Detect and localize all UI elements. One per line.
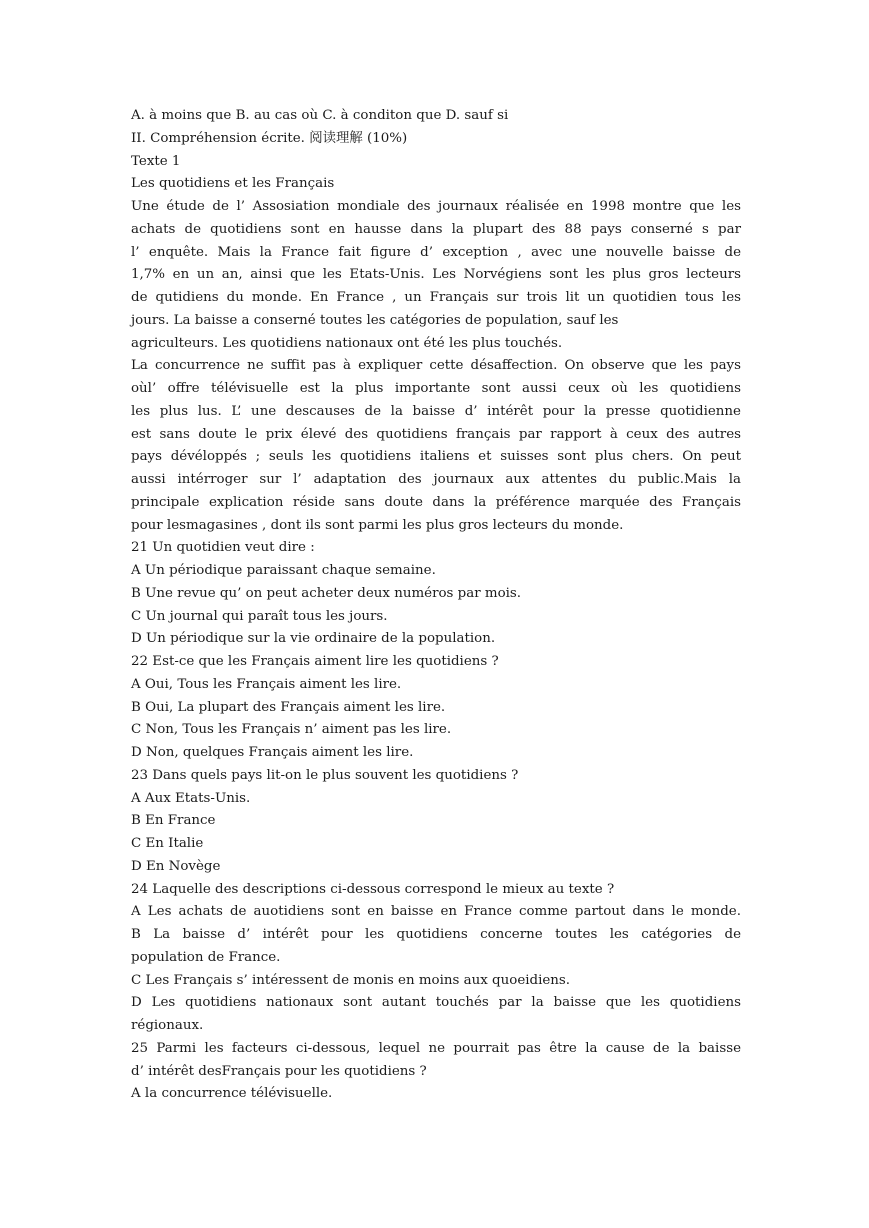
answer-option-continued: régionaux. <box>131 1018 204 1033</box>
answer-option: A Aux Etats-Unis. <box>131 790 251 806</box>
answer-option: B La baisse d’ intérêt pour les quotidiens concerne toutes les catégories de <box>131 927 741 942</box>
paragraph-line: oùl’ offre télévisuelle est la plus importante sont aussi ceux où les quotidiens <box>131 381 741 396</box>
answer-option: C En Italie <box>131 836 204 851</box>
answer-option: B Une revue qu’ on peut acheter deux numéros par mois. <box>131 585 522 601</box>
paragraph-line: La concurrence ne suffit pas à expliquer cette désaffection. On observe que les pays <box>131 358 741 374</box>
text-title: Les quotidiens et les Français <box>131 176 335 192</box>
paragraph-line: jours. La baisse a conserné toutes les catégories de population, sauf les <box>131 312 619 328</box>
question: 23 Dans quels pays lit-on le plus souvent les quotidiens ? <box>131 767 519 783</box>
paragraph-line: Une étude de l’ Assosiation mondiale des journaux réalisée en 1998 montre que les <box>131 199 741 214</box>
answer-option: A Un périodique paraissant chaque semaine. <box>131 563 436 578</box>
question: 24 Laquelle des descriptions ci-dessous correspond le mieux au texte ? <box>131 881 615 897</box>
answer-option: D En Novège <box>131 858 221 874</box>
text-label: Texte 1 <box>131 153 181 169</box>
section-heading: II. Compréhension écrite. 阅读理解 (10%) <box>131 130 408 146</box>
answer-option: B En France <box>131 813 216 829</box>
answer-option: C Un journal qui paraît tous les jours. <box>131 608 388 624</box>
answer-option: A Oui, Tous les Français aiment les lire. <box>131 676 402 692</box>
paragraph-line: aussi intérroger sur l’ adaptation des journaux aux attentes du public.Mais la <box>131 472 741 487</box>
paragraph-line: l’ enquête. Mais la France fait figure d’ exception , avec une nouvelle baisse de <box>131 244 741 260</box>
question: 21 Un quotidien veut dire : <box>131 540 315 556</box>
answer-option: D Les quotidiens nationaux sont autant touchés par la baisse que les quotidiens <box>131 995 741 1011</box>
question: 22 Est-ce que les Français aiment lire les quotidiens ? <box>131 654 499 669</box>
paragraph-line: agriculteurs. Les quotidiens nationaux ont été les plus touchés. <box>131 335 563 351</box>
answer-option: D Un périodique sur la vie ordinaire de la population. <box>131 631 496 647</box>
answer-option: C Les Français s’ intéressent de monis en moins aux quoeidiens. <box>131 972 571 988</box>
answer-option: A la concurrence télévisuelle. <box>131 1086 333 1102</box>
answer-option: A Les achats de auotidiens sont en baisse en France comme partout dans le monde. <box>131 904 741 920</box>
paragraph-line: principale explication réside sans doute dans la préférence marquée des Français <box>131 494 741 510</box>
paragraph-line: est sans doute le prix élevé des quotidiens français par rapport à ceux des autres <box>131 426 741 442</box>
paragraph-line: de qutidiens du monde. En France , un Français sur trois lit un quotidien tous les <box>131 290 741 305</box>
paragraph-line: achats de quotidiens sont en hausse dans la plupart des 88 pays conserné s par <box>131 221 741 237</box>
answer-option: D Non, quelques Français aiment les lire. <box>131 745 414 760</box>
question-options: A. à moins que B. au cas où C. à conditon que D. sauf si <box>131 108 509 123</box>
question: 25 Parmi les facteurs ci-dessous, lequel ne pourrait pas être la cause de la baisse <box>131 1040 741 1056</box>
paragraph-line: les plus lus. L’ une descauses de la baisse d’ intérêt pour la presse quotidienne <box>131 403 741 419</box>
answer-option: C Non, Tous les Français n’ aiment pas les lire. <box>131 722 452 738</box>
document-page <box>131 105 741 1106</box>
paragraph-line: pays dévéloppés ; seuls les quotidiens italiens et suisses sont plus chers. On peut <box>131 449 741 465</box>
question-continued: d’ intérêt desFrançais pour les quotidiens ? <box>131 1063 427 1079</box>
paragraph-line: 1,7% en un an, ainsi que les Etats-Unis. Les Norvégiens sont les plus gros lecteurs <box>131 267 741 283</box>
paragraph-line: pour lesmagasines , dont ils sont parmi les plus gros lecteurs du monde. <box>131 517 624 533</box>
answer-option-continued: population de France. <box>131 949 281 965</box>
answer-option: B Oui, La plupart des Français aiment les lire. <box>131 699 446 715</box>
